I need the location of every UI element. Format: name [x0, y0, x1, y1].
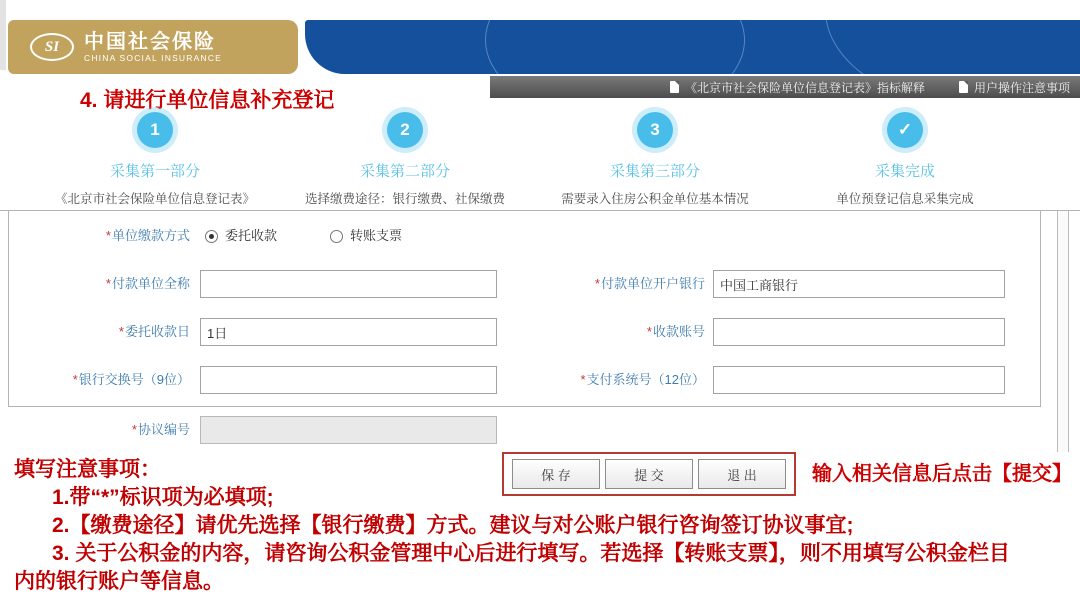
- radio-icon: [330, 230, 343, 243]
- form-row: [0, 270, 1040, 298]
- brand-name-en: CHINA SOCIAL INSURANCE: [84, 53, 223, 63]
- step-3: [530, 112, 780, 207]
- payer-bank-label: *付款单位开户银行: [594, 276, 705, 291]
- exit-button[interactable]: 退 出: [698, 459, 786, 489]
- step-3-title: 采集第三部分: [609, 163, 700, 180]
- step-2-badge: 2: [387, 112, 423, 148]
- si-logo-icon: SI: [30, 33, 74, 61]
- document-icon: [959, 81, 968, 93]
- submit-button[interactable]: 提 交: [605, 459, 693, 489]
- step-3-subtitle: 需要录入住房公积金单位基本情况: [561, 192, 749, 206]
- banner-decor-circle: [485, 20, 745, 74]
- submit-hint-annotation: 输入相关信息后点击【提交】: [812, 463, 1072, 485]
- note-item: 1.带“*”标识项为必填项;: [52, 486, 274, 509]
- save-button[interactable]: 保 存: [512, 459, 600, 489]
- bank-exchange-no-label: *银行交换号（9位）: [72, 372, 190, 387]
- receiving-account-label: *收款账号: [646, 324, 705, 339]
- payment-method-label: *单位缴款方式: [105, 228, 190, 243]
- document-icon: [670, 81, 679, 93]
- payer-bank-input[interactable]: [713, 270, 1005, 298]
- payer-name-label: *付款单位全称: [105, 276, 190, 291]
- required-mark: *: [105, 228, 111, 243]
- step-1-subtitle: 《北京市社会保险单位信息登记表》: [54, 192, 255, 206]
- payer-name-input[interactable]: [200, 270, 497, 298]
- brand-header: [8, 20, 298, 74]
- check-icon: ✓: [887, 112, 923, 148]
- form-row: [0, 318, 1040, 346]
- link-label: 用户操作注意事项: [973, 80, 1070, 95]
- required-mark: *: [594, 276, 600, 291]
- notes-block: [14, 456, 1024, 596]
- step-2-subtitle: 选择缴费途径：银行缴费、社保缴费: [304, 192, 505, 206]
- form-row: [0, 366, 1040, 394]
- brand-logo: [84, 31, 222, 63]
- collection-day-input[interactable]: [200, 318, 497, 346]
- agreement-no-label: *协议编号: [131, 422, 190, 437]
- banner-decor-circle: [825, 20, 1080, 74]
- payment-system-no-input[interactable]: [713, 366, 1005, 394]
- link-label: 《北京市社会保险单位信息登记表》指标解释: [684, 80, 925, 95]
- required-mark: *: [118, 324, 124, 339]
- step-1-title: 采集第一部分: [109, 163, 200, 180]
- payment-system-no-label: *支付系统号（12位）: [580, 372, 705, 387]
- payment-method-row: [0, 222, 1040, 250]
- radio-entrusted-collection[interactable]: [205, 222, 277, 250]
- link-user-notes[interactable]: [959, 79, 1070, 96]
- notes-title: 填写注意事项：: [14, 458, 161, 481]
- step-3-badge: 3: [637, 112, 673, 148]
- top-link-bar: [490, 76, 1080, 98]
- radio-label: 转账支票: [350, 228, 403, 243]
- required-mark: *: [105, 276, 111, 291]
- header-banner: [305, 20, 1080, 74]
- page-title: 4. 请进行单位信息补充登记: [80, 89, 335, 112]
- step-4-title: 采集完成: [874, 163, 935, 180]
- radio-icon: [205, 230, 218, 243]
- required-mark: *: [72, 372, 78, 387]
- radio-label: 委托收款: [225, 228, 278, 243]
- step-4-subtitle: 单位预登记信息采集完成: [836, 192, 974, 206]
- collection-day-label: *委托收款日: [118, 324, 190, 339]
- bank-exchange-no-input[interactable]: [200, 366, 497, 394]
- agreement-no-input: [200, 416, 497, 444]
- step-2: [280, 112, 530, 207]
- step-2-title: 采集第二部分: [359, 163, 450, 180]
- brand-name-cn: 中国社会保险: [84, 31, 216, 53]
- required-mark: *: [131, 422, 137, 437]
- step-1-badge: 1: [137, 112, 173, 148]
- receiving-account-input[interactable]: [713, 318, 1005, 346]
- vertical-scrollbar[interactable]: [1057, 211, 1069, 452]
- required-mark: *: [580, 372, 586, 387]
- required-mark: *: [646, 324, 652, 339]
- step-1: [30, 112, 280, 207]
- form-row: [0, 416, 1040, 444]
- note-item: 2.【缴费途径】请优先选择【银行缴费】方式。建议与对公账户银行咨询签订协议事宜;: [52, 514, 854, 537]
- slide-edge: [0, 0, 6, 70]
- radio-transfer-cheque[interactable]: [330, 222, 402, 250]
- step-4: [780, 112, 1030, 207]
- link-form-indicator-help[interactable]: [670, 79, 925, 96]
- note-item: 3. 关于公积金的内容，请咨询公积金管理中心后进行填写。若选择【转账支票】，则不用填写公积金栏目内的银行账户等信息。: [14, 542, 1010, 593]
